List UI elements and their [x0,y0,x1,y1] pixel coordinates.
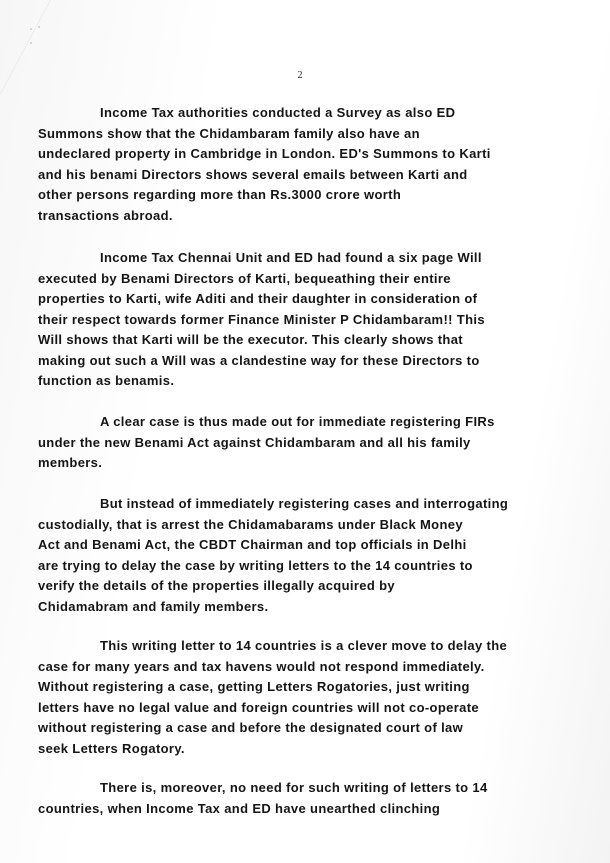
text-line: countries, when Income Tax and ED have unearthed clinching [38,800,441,816]
scan-speck [30,28,32,30]
paragraph-will [38,248,518,392]
paragraph-delay [38,494,518,617]
text-line: Act and Benami Act, the CBDT Chairman and top officials in Delhi [38,537,467,552]
paragraph-letters [38,636,518,759]
text-line: case for many years and tax havens would not respond immediately. [38,658,485,674]
paragraph-clear-case [38,412,518,474]
text-line: are trying to delay the case by writing letters to the 14 countries to [38,557,473,573]
text-line: Income Tax authorities conducted a Survey as also ED [100,105,456,120]
text-line: their respect towards former Finance Minister P Chidambaram!! This [38,311,485,327]
text-line: seek Letters Rogatory. [38,740,185,756]
text-line: But instead of immediately registering cases and interrogating [100,496,509,511]
text-line: Without registering a case, getting Letters Rogatories, just writing [38,679,470,694]
text-line: members. [38,455,103,470]
text-line: custodially, that is arrest the Chidamabarams under Black Money [38,516,463,532]
text-line: Income Tax Chennai Unit and ED had found a six page Will [100,250,482,265]
paragraph-survey [38,103,518,226]
text-line: other persons regarding more than Rs.3000 crore worth [38,187,402,202]
text-line: properties to Karti, wife Aditi and their daughter in consideration of [38,291,478,306]
text-line: verify the details of the properties illegally acquired by [38,578,395,593]
text-line: under the new Benami Act against Chidambaram and all his family [38,434,471,450]
text-line: executed by Benami Directors of Karti, bequeathing their entire [38,270,451,286]
text-line: Summons show that the Chidambaram family also have an [38,125,420,141]
text-line: making out such a Will was a clandestine way for these Directors to [38,352,480,368]
text-line: This writing letter to 14 countries is a clever move to delay the [100,638,508,653]
text-line: and his benami Directors shows several emails between Karti and [38,166,468,182]
paragraph-no-need [38,778,518,819]
text-line: A clear case is thus made out for immediate registering FIRs [100,414,495,429]
text-line: There is, moreover, no need for such writing of letters to 14 [100,780,488,795]
text-line: undeclared property in Cambridge in London. ED's Summons to Karti [38,146,491,161]
text-line: function as benamis. [38,373,175,388]
page-number: 2 [297,70,303,81]
text-line: transactions abroad. [38,207,173,223]
text-line: letters have no legal value and foreign countries will not co-operate [38,699,479,715]
text-line: Chidamabram and family members. [38,598,269,614]
scan-speck [30,42,32,44]
text-line: without registering a case and before the designated court of law [38,720,464,735]
scan-speck [38,26,40,28]
text-line: Will shows that Karti will be the executor. This clearly shows that [38,332,463,347]
